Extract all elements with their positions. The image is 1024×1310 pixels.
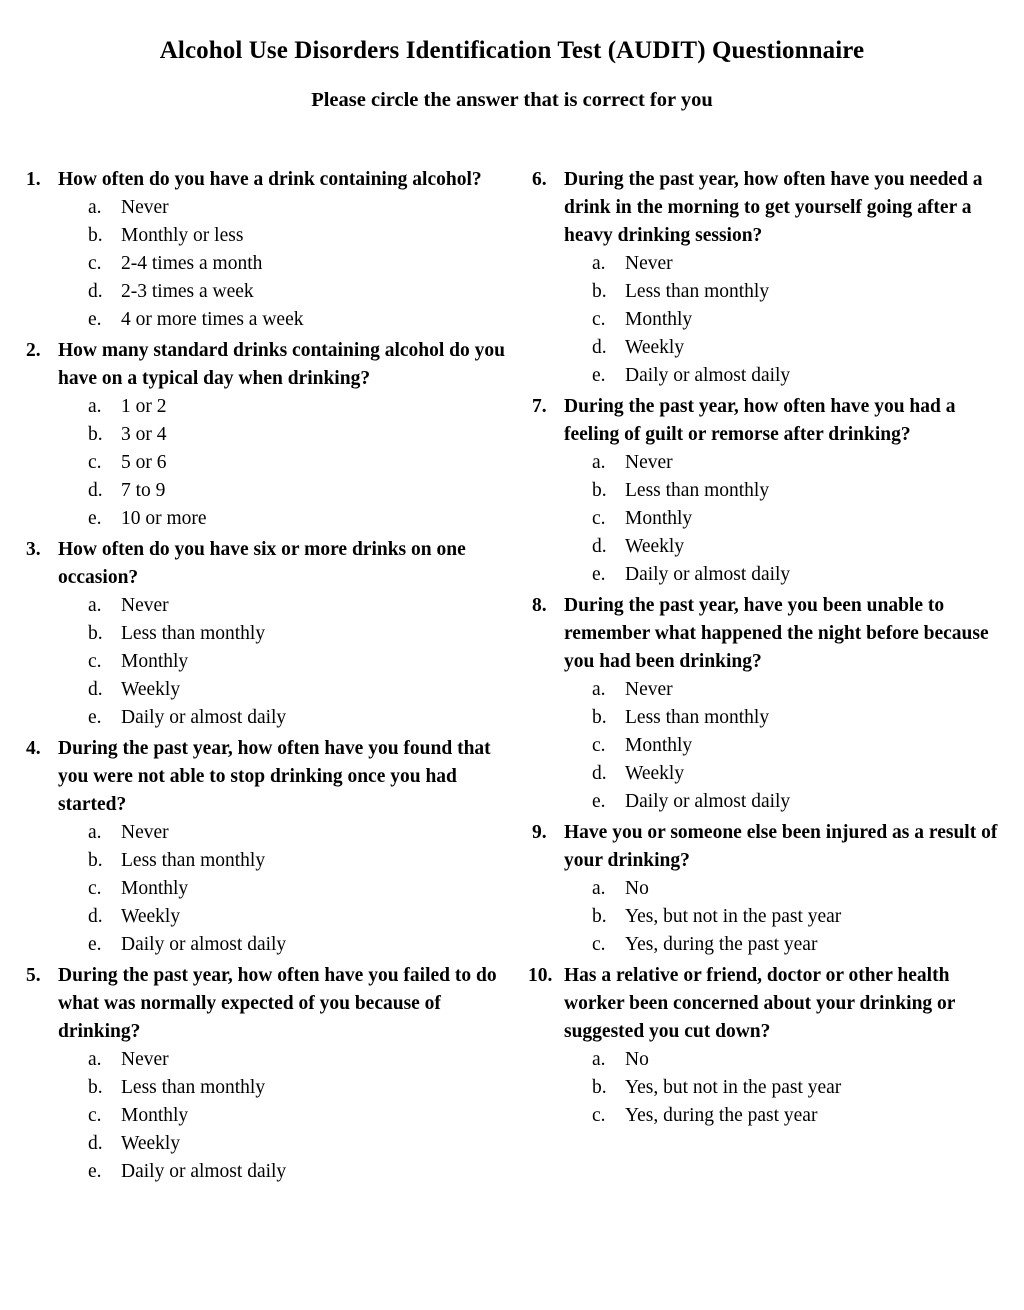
question-text: During the past year, have you been unable to remember what happened the night before because you had been drinking? [564, 595, 989, 672]
question-block [26, 962, 506, 1186]
option-letter: c. [88, 452, 102, 473]
option-text: Less than monthly [625, 480, 770, 501]
question-row [26, 337, 506, 393]
answer-option[interactable] [592, 931, 1014, 959]
option-text: Monthly [121, 1105, 189, 1126]
answer-option[interactable] [88, 620, 506, 648]
answer-option[interactable] [592, 306, 1014, 334]
option-letter: a. [592, 253, 606, 274]
answer-option[interactable] [592, 477, 1014, 505]
question-number: 4. [26, 738, 41, 759]
answer-option[interactable] [592, 1074, 1014, 1102]
answer-options [26, 819, 506, 959]
answer-options [26, 393, 506, 533]
option-text: Monthly [625, 508, 693, 529]
page-title: Alcohol Use Disorders Identification Test (AUDIT) Questionnaire [159, 37, 865, 64]
question-row [26, 735, 506, 819]
answer-option[interactable] [88, 505, 506, 533]
option-text: 1 or 2 [121, 396, 167, 417]
question-number: 5. [26, 965, 41, 986]
answer-option[interactable] [88, 819, 506, 847]
answer-option[interactable] [592, 676, 1014, 704]
option-letter: e. [592, 564, 606, 585]
answer-options [532, 250, 1014, 390]
option-letter: e. [88, 934, 102, 955]
question-text: During the past year, how often have you found that you were not able to stop drinking once you had started? [58, 738, 491, 815]
answer-options [26, 1046, 506, 1186]
option-text: Daily or almost daily [121, 1161, 287, 1182]
answer-option[interactable] [592, 903, 1014, 931]
option-letter: b. [592, 707, 607, 728]
option-letter: b. [88, 424, 103, 445]
answer-options [532, 449, 1014, 589]
option-letter: a. [592, 1049, 606, 1070]
question-row [528, 962, 1014, 1046]
answer-option[interactable] [88, 250, 506, 278]
question-text: How many standard drinks containing alcohol do you have on a typical day when drinking? [58, 340, 505, 389]
option-letter: c. [88, 253, 102, 274]
question-row [26, 536, 506, 592]
answer-option[interactable] [592, 1046, 1014, 1074]
answer-option[interactable] [88, 676, 506, 704]
option-text: Monthly [625, 309, 693, 330]
option-text: Daily or almost daily [121, 707, 287, 728]
question-text: How often do you have six or more drinks on one occasion? [58, 539, 466, 588]
answer-option[interactable] [88, 1102, 506, 1130]
option-letter: d. [88, 281, 103, 302]
question-block [26, 337, 506, 533]
answer-option[interactable] [592, 505, 1014, 533]
option-text: Yes, during the past year [625, 1105, 818, 1126]
answer-option[interactable] [88, 1046, 506, 1074]
option-letter: d. [592, 337, 607, 358]
option-letter: b. [88, 1077, 103, 1098]
option-text: No [625, 878, 649, 899]
option-text: Never [121, 595, 169, 616]
option-letter: d. [88, 480, 103, 501]
answer-option[interactable] [88, 903, 506, 931]
question-block [26, 735, 506, 959]
option-letter: c. [88, 651, 102, 672]
option-letter: e. [592, 791, 606, 812]
option-text: Daily or almost daily [121, 934, 287, 955]
option-text: Yes, during the past year [625, 934, 818, 955]
option-letter: b. [88, 623, 103, 644]
option-letter: b. [88, 225, 103, 246]
option-letter: e. [88, 707, 102, 728]
question-row [532, 393, 1014, 449]
option-letter: e. [88, 1161, 102, 1182]
answer-options [532, 875, 1014, 959]
question-text: During the past year, how often have you had a feeling of guilt or remorse after drinking? [564, 396, 956, 445]
option-text: 4 or more times a week [121, 309, 304, 330]
option-text: Daily or almost daily [625, 365, 791, 386]
question-row [532, 592, 1014, 676]
option-letter: c. [592, 735, 606, 756]
option-text: Never [625, 452, 673, 473]
question-number: 10. [528, 965, 553, 986]
answer-option[interactable] [88, 222, 506, 250]
answer-option[interactable] [88, 1074, 506, 1102]
answer-option[interactable] [88, 393, 506, 421]
option-letter: b. [592, 906, 607, 927]
option-text: Yes, but not in the past year [625, 1077, 842, 1098]
question-number: 6. [532, 169, 547, 190]
option-text: No [625, 1049, 649, 1070]
question-text: Have you or someone else been injured as a result of your drinking? [564, 822, 998, 871]
answer-option[interactable] [88, 194, 506, 222]
document-header [0, 0, 1024, 112]
answer-option[interactable] [592, 250, 1014, 278]
option-letter: a. [88, 595, 102, 616]
option-text: Daily or almost daily [625, 791, 791, 812]
answer-option[interactable] [592, 278, 1014, 306]
option-text: 3 or 4 [121, 424, 167, 445]
option-letter: a. [88, 1049, 102, 1070]
question-block [532, 393, 1014, 589]
question-number: 2. [26, 340, 41, 361]
option-letter: c. [88, 1105, 102, 1126]
question-number: 8. [532, 595, 547, 616]
answer-option[interactable] [88, 847, 506, 875]
option-text: Monthly [121, 651, 189, 672]
answer-option[interactable] [88, 704, 506, 732]
answer-option[interactable] [88, 449, 506, 477]
option-text: Weekly [625, 337, 685, 358]
option-text: Weekly [121, 906, 181, 927]
option-letter: b. [592, 480, 607, 501]
answer-options [532, 1046, 1014, 1130]
option-letter: a. [592, 452, 606, 473]
question-number: 9. [532, 822, 547, 843]
answer-options [26, 194, 506, 334]
option-letter: b. [592, 281, 607, 302]
option-text: Never [121, 1049, 169, 1070]
option-letter: d. [592, 536, 607, 557]
option-text: Never [121, 197, 169, 218]
option-text: 5 or 6 [121, 452, 167, 473]
answer-option[interactable] [592, 561, 1014, 589]
option-letter: c. [592, 934, 606, 955]
answer-option[interactable] [88, 421, 506, 449]
option-text: Monthly or less [121, 225, 244, 246]
option-text: 10 or more [121, 508, 207, 529]
answer-option[interactable] [592, 788, 1014, 816]
left-column [0, 166, 512, 1189]
question-block [26, 166, 506, 334]
answer-option[interactable] [88, 306, 506, 334]
answer-option[interactable] [592, 760, 1014, 788]
question-number: 3. [26, 539, 41, 560]
question-block [532, 166, 1014, 390]
question-text: Has a relative or friend, doctor or other health worker been concerned about your drinking or suggested you cut down? [564, 965, 956, 1042]
option-letter: b. [88, 850, 103, 871]
option-text: Weekly [121, 1133, 181, 1154]
answer-option[interactable] [592, 362, 1014, 390]
answer-option[interactable] [592, 449, 1014, 477]
question-row [532, 819, 1014, 875]
option-text: 7 to 9 [121, 480, 166, 501]
option-text: Less than monthly [121, 623, 266, 644]
option-text: Yes, but not in the past year [625, 906, 842, 927]
option-letter: d. [88, 679, 103, 700]
option-text: Never [625, 679, 673, 700]
option-letter: c. [88, 878, 102, 899]
answer-option[interactable] [88, 648, 506, 676]
option-text: Weekly [121, 679, 181, 700]
option-letter: d. [592, 763, 607, 784]
option-letter: e. [88, 309, 102, 330]
option-letter: c. [592, 508, 606, 529]
option-text: Never [625, 253, 673, 274]
question-text: During the past year, how often have you needed a drink in the morning to get yourself going after a heavy drinking session? [564, 169, 983, 246]
answer-option[interactable] [592, 704, 1014, 732]
questions-columns [0, 112, 1024, 1189]
answer-option[interactable] [592, 732, 1014, 760]
question-row [26, 962, 506, 1046]
answer-option[interactable] [88, 1158, 506, 1186]
question-text: During the past year, how often have you failed to do what was normally expected of you because of drinking? [58, 965, 497, 1042]
answer-option[interactable] [592, 875, 1014, 903]
option-letter: a. [88, 197, 102, 218]
option-text: Monthly [121, 878, 189, 899]
page-subtitle: Please circle the answer that is correct for you [311, 89, 713, 111]
option-letter: d. [88, 906, 103, 927]
option-text: 2-3 times a week [121, 281, 254, 302]
question-block [528, 962, 1014, 1130]
question-number: 7. [532, 396, 547, 417]
option-text: Less than monthly [625, 707, 770, 728]
answer-option[interactable] [592, 1102, 1014, 1130]
option-letter: c. [592, 309, 606, 330]
question-number: 1. [26, 169, 41, 190]
answer-option[interactable] [592, 533, 1014, 561]
question-block [26, 536, 506, 732]
answer-option[interactable] [88, 1130, 506, 1158]
option-text: Less than monthly [121, 1077, 266, 1098]
answer-options [26, 592, 506, 732]
option-text: Never [121, 822, 169, 843]
right-column [512, 166, 1024, 1133]
option-letter: b. [592, 1077, 607, 1098]
option-text: Daily or almost daily [625, 564, 791, 585]
option-letter: a. [88, 822, 102, 843]
answer-option[interactable] [88, 592, 506, 620]
option-text: Less than monthly [121, 850, 266, 871]
question-block [532, 819, 1014, 959]
option-letter: c. [592, 1105, 606, 1126]
option-text: Weekly [625, 536, 685, 557]
option-letter: a. [592, 679, 606, 700]
question-text: How often do you have a drink containing alcohol? [58, 169, 482, 190]
answer-option[interactable] [88, 875, 506, 903]
answer-option[interactable] [88, 278, 506, 306]
option-text: 2-4 times a month [121, 253, 263, 274]
option-text: Monthly [625, 735, 693, 756]
option-letter: d. [88, 1133, 103, 1154]
answer-option[interactable] [592, 334, 1014, 362]
option-letter: e. [88, 508, 102, 529]
option-letter: a. [88, 396, 102, 417]
option-letter: a. [592, 878, 606, 899]
answer-option[interactable] [88, 477, 506, 505]
question-row [532, 166, 1014, 250]
question-block [532, 592, 1014, 816]
question-row [26, 166, 506, 194]
answer-option[interactable] [88, 931, 506, 959]
option-letter: e. [592, 365, 606, 386]
option-text: Less than monthly [625, 281, 770, 302]
option-text: Weekly [625, 763, 685, 784]
answer-options [532, 676, 1014, 816]
